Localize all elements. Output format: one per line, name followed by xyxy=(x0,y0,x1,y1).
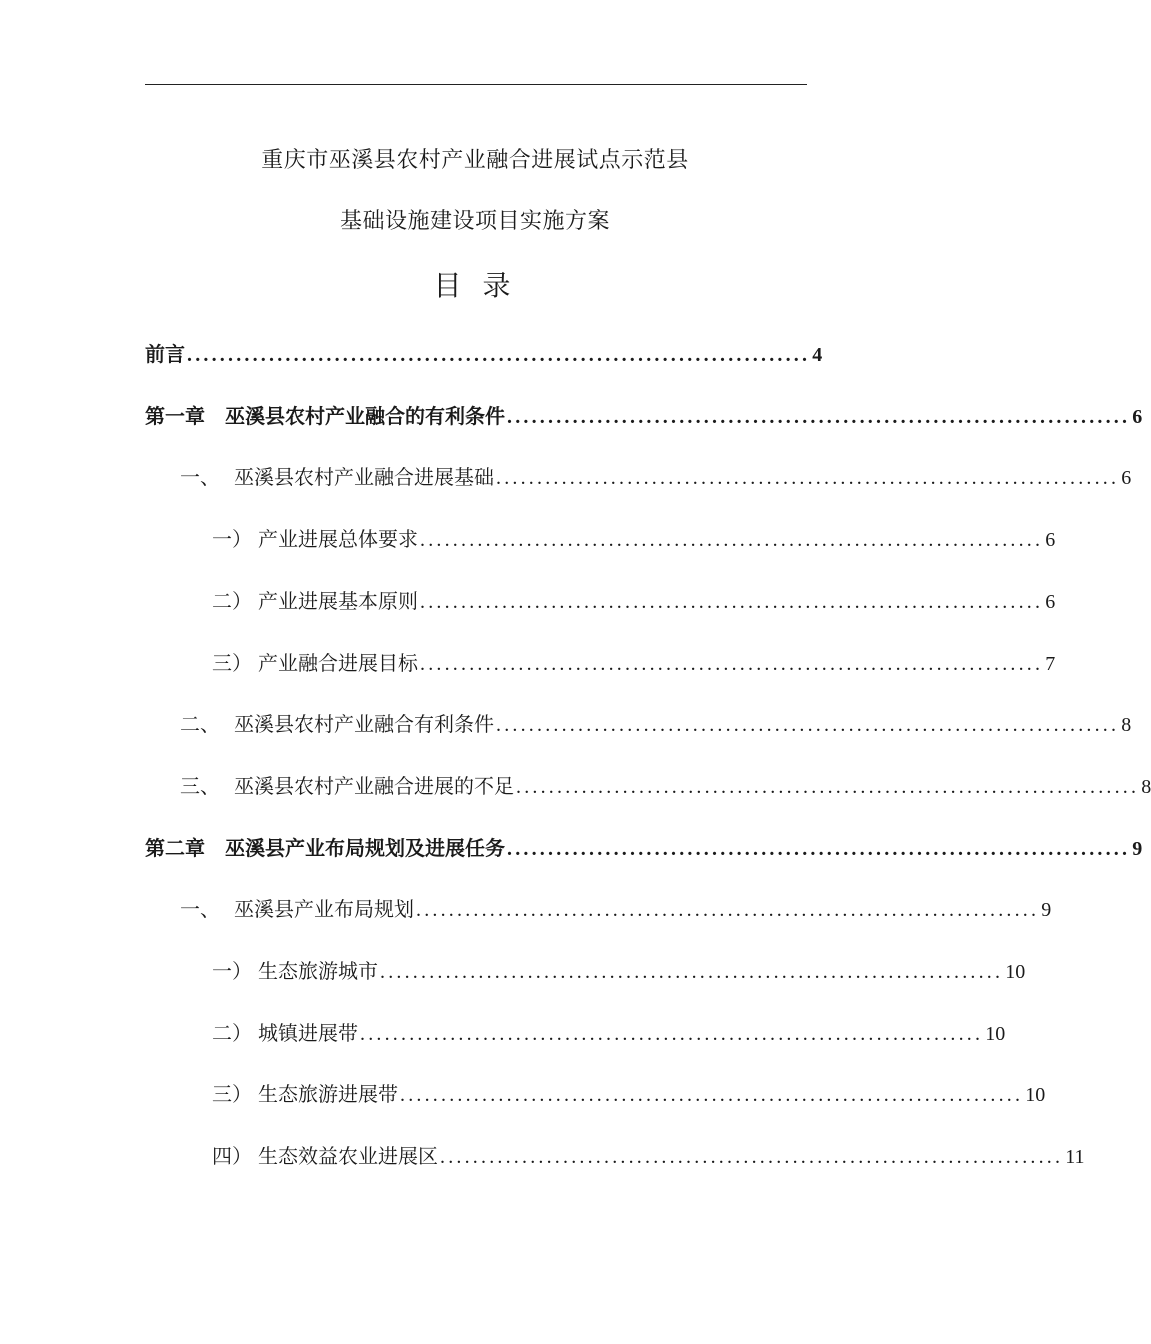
toc-entry-label: 巫溪县农村产业融合进展基础 xyxy=(234,465,494,489)
toc-entry-page-number: 10 xyxy=(1025,1084,1046,1106)
toc-entry-page-number: 6 xyxy=(1132,406,1143,428)
toc-entry-page-number: 6 xyxy=(1121,467,1132,489)
toc-heading: 目 录 xyxy=(433,269,517,302)
toc-entry[interactable] xyxy=(212,646,1056,680)
toc-entry-page-number: 10 xyxy=(985,1023,1006,1045)
toc-entry-label: 产业融合进展目标 xyxy=(258,651,418,675)
toc-entry-page-number: 11 xyxy=(1065,1146,1085,1168)
toc-entry-label: 巫溪县农村产业融合进展的不足 xyxy=(234,774,514,798)
toc-entry-page-number: 10 xyxy=(1005,961,1026,983)
toc-entry-number: 二、 xyxy=(180,712,230,736)
toc-entry-label: 前言 xyxy=(145,342,185,366)
toc-dot-leader: ............................................................................ xyxy=(380,961,1004,983)
document-title-line-1: 重庆市巫溪县农村产业融合进展试点示范县 xyxy=(261,148,689,173)
toc-dot-leader: ............................................................................ xyxy=(416,899,1040,921)
toc-dot-leader: ............................................................................ xyxy=(420,529,1044,551)
toc-dot-leader: ............................................................................ xyxy=(420,591,1044,613)
toc-entry[interactable] xyxy=(212,1077,1046,1111)
toc-entry-label: 巫溪县产业布局规划及进展任务 xyxy=(225,836,505,860)
toc-entry[interactable] xyxy=(180,892,1052,926)
toc-entry-label: 巫溪县农村产业融合的有利条件 xyxy=(225,404,505,428)
toc-entry-page-number: 6 xyxy=(1045,529,1056,551)
toc-entry-page-number: 9 xyxy=(1041,899,1052,921)
toc-dot-leader: ............................................................................ xyxy=(420,653,1044,675)
toc-entry[interactable] xyxy=(180,707,1132,741)
toc-entry-number: 三） xyxy=(212,651,252,675)
toc-entry[interactable] xyxy=(145,399,1143,433)
document-title-line-2: 基础设施建设项目实施方案 xyxy=(339,209,610,234)
toc-entry-number: 第二章 xyxy=(145,836,225,860)
toc-entry-number: 二） xyxy=(212,1021,252,1045)
toc-dot-leader: ............................................................................ xyxy=(496,467,1120,489)
toc-entry[interactable] xyxy=(180,769,1151,803)
toc-dot-leader: ............................................................................ xyxy=(400,1084,1024,1106)
toc-entry-number: 第一章 xyxy=(145,404,225,428)
toc-entry-label: 生态旅游城市 xyxy=(258,959,378,983)
toc-entry-number: 三） xyxy=(212,1082,252,1106)
toc-entry-label: 产业进展基本原则 xyxy=(258,589,418,613)
toc-dot-leader: ............................................................................ xyxy=(187,344,811,366)
toc-entry-page-number: 7 xyxy=(1045,653,1056,675)
toc-entry-label: 生态效益农业进展区 xyxy=(258,1144,438,1168)
toc-entry-label: 城镇进展带 xyxy=(258,1021,358,1045)
toc-entry-number: 一） xyxy=(212,527,252,551)
toc-entry-number: 四） xyxy=(212,1144,252,1168)
toc-entry-number: 一、 xyxy=(180,897,230,921)
toc-entry-label: 生态旅游进展带 xyxy=(258,1082,398,1106)
toc-entry[interactable] xyxy=(145,831,1143,865)
toc-entry-label: 产业进展总体要求 xyxy=(258,527,418,551)
toc-entry-label: 巫溪县农村产业融合有利条件 xyxy=(234,712,494,736)
toc-entry[interactable] xyxy=(212,1139,1085,1173)
toc-entry-label: 巫溪县产业布局规划 xyxy=(234,897,414,921)
toc-entry[interactable] xyxy=(212,954,1026,988)
toc-dot-leader: ............................................................................ xyxy=(496,714,1120,736)
toc-dot-leader: ............................................................................ xyxy=(440,1146,1064,1168)
toc-dot-leader: ............................................................................ xyxy=(360,1023,984,1045)
toc-entry-page-number: 8 xyxy=(1141,776,1151,798)
toc-entry-number: 二） xyxy=(212,589,252,613)
toc-entry-number: 一） xyxy=(212,959,252,983)
toc-entry-page-number: 6 xyxy=(1045,591,1056,613)
toc-entry-number: 三、 xyxy=(180,774,230,798)
toc-dot-leader: ............................................................................ xyxy=(516,776,1140,798)
toc-entry[interactable] xyxy=(180,460,1132,494)
toc-entry[interactable] xyxy=(212,584,1056,618)
toc-entry[interactable] xyxy=(212,1016,1006,1050)
toc-entry[interactable] xyxy=(145,337,823,371)
toc-entry-page-number: 4 xyxy=(812,344,823,366)
toc-entry-number: 一、 xyxy=(180,465,230,489)
toc-entry-page-number: 9 xyxy=(1132,838,1143,860)
toc-dot-leader: ............................................................................ xyxy=(507,406,1131,428)
toc-entry-page-number: 8 xyxy=(1121,714,1132,736)
toc-entry[interactable] xyxy=(212,522,1056,556)
toc-dot-leader: ............................................................................ xyxy=(507,838,1131,860)
